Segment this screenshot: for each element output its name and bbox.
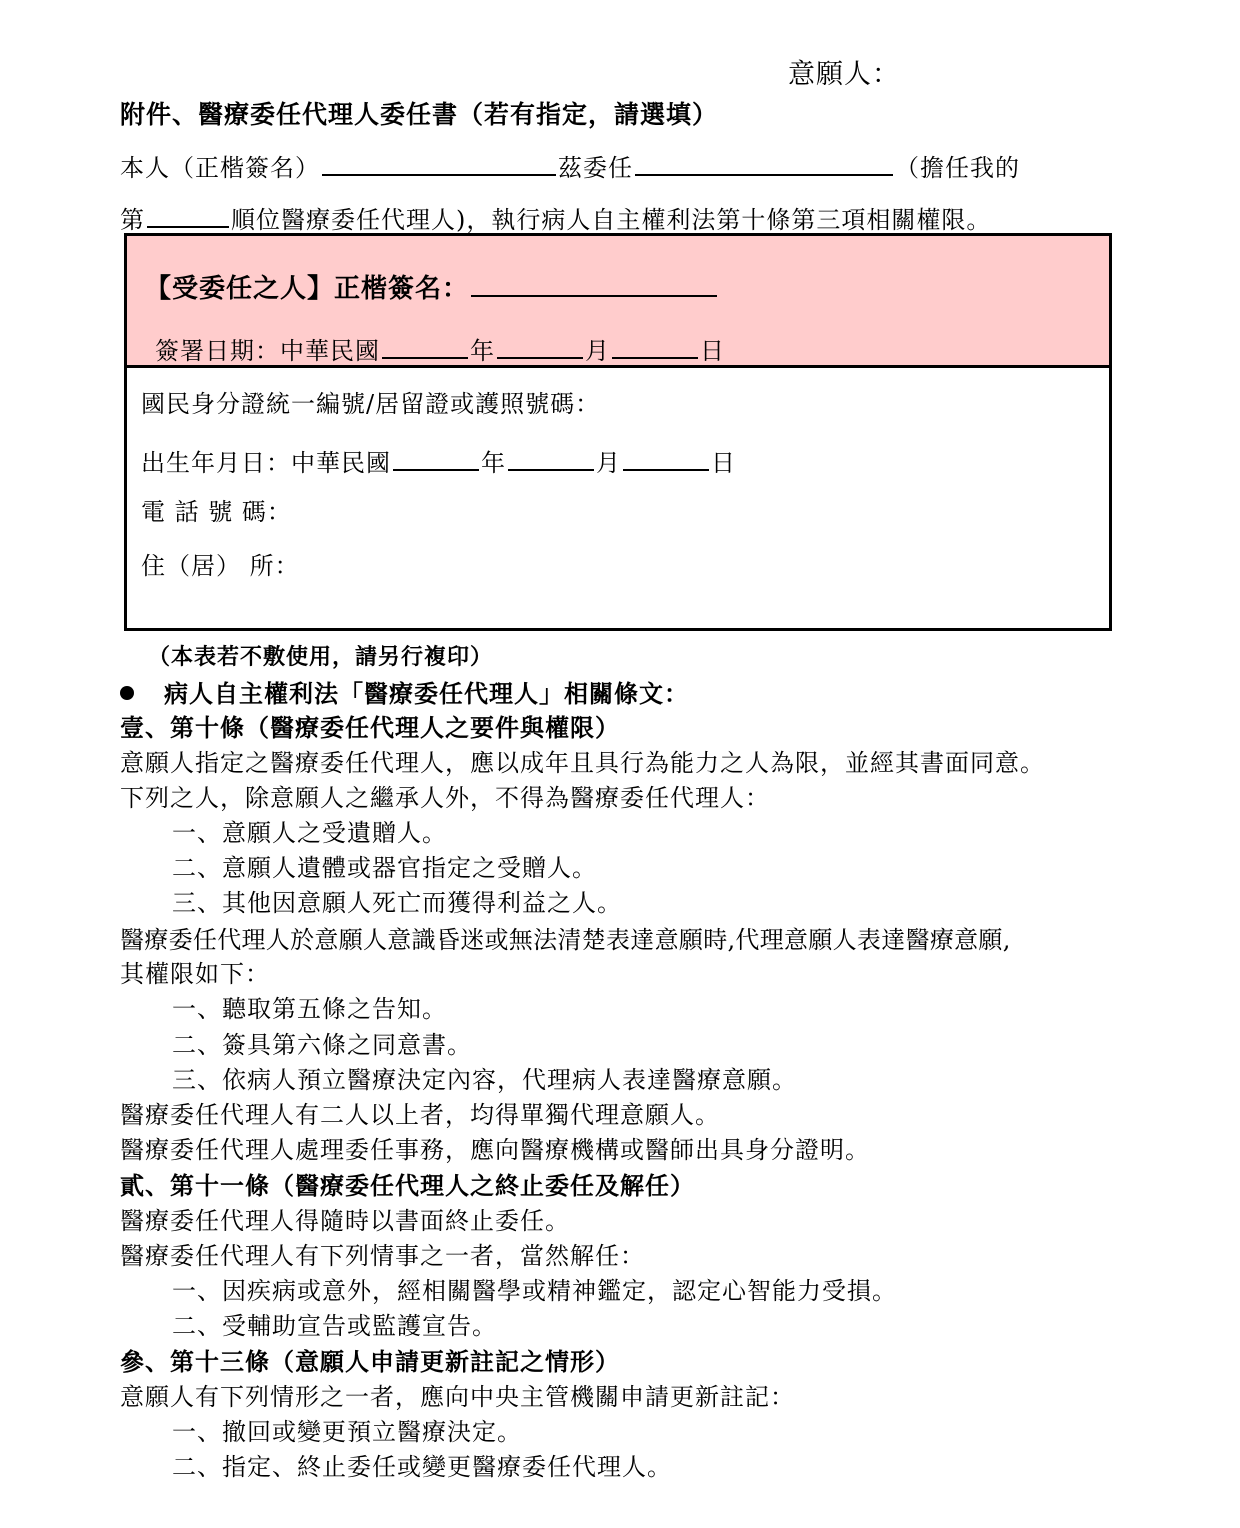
sign-year-label: 年 (470, 337, 495, 365)
appointee-signature-section (127, 236, 1109, 368)
article-3-line: 一、撤回或變更預立醫療決定。 (172, 1418, 522, 1446)
birth-month-label: 月 (596, 449, 621, 477)
sign-date-label: 簽署日期：中華民國 (155, 337, 380, 365)
document-title: 附件、醫療委任代理人委任書（若有指定，請選填） (120, 100, 719, 129)
self-signature-blank[interactable] (322, 152, 556, 176)
article-2-line: 二、受輔助宣告或監護宣告。 (172, 1312, 497, 1340)
article-1-line: 意願人指定之醫療委任代理人，應以成年且具行為能力之人為限，並經其書面同意。 (120, 749, 1045, 777)
bullet-icon (120, 686, 134, 700)
sign-day-label: 日 (700, 337, 725, 365)
sign-day-blank[interactable] (612, 335, 698, 359)
appointee-name-blank[interactable] (635, 152, 893, 176)
section-heading-text: 病人自主權利法「醫療委任代理人」相關條文： (164, 679, 689, 708)
article-1-line: 一、聽取第五條之告知。 (172, 995, 447, 1023)
appointee-signature-row (145, 268, 719, 305)
birth-year-label: 年 (481, 449, 506, 477)
signer-label: 意願人： (788, 59, 900, 90)
article-1-line: 下列之人，除意願人之繼承人外，不得為醫療委任代理人： (120, 784, 770, 812)
article-3-line: 二、指定、終止委任或變更醫療委任代理人。 (172, 1453, 672, 1481)
intro-order-text: 順位醫療委任代理人)，執行病人自主權利法第十條第三項相關權限。 (231, 206, 992, 234)
intro-appoint-label: 茲委任 (558, 154, 633, 182)
article-1-heading: 壹、第十條（醫療委任代理人之要件與權限） (120, 713, 620, 742)
article-2-line: 醫療委任代理人得隨時以書面終止委任。 (120, 1207, 570, 1235)
article-1-line: 醫療委任代理人處理委任事務，應向醫療機構或醫師出具身分證明。 (120, 1136, 870, 1164)
order-number-blank[interactable] (147, 204, 229, 228)
address-label: 住（居） 所： (141, 552, 300, 580)
article-1-line: 一、意願人之受遺贈人。 (172, 819, 447, 847)
article-1-line: 醫療委任代理人於意願人意識昏迷或無法清楚表達意願時,代理意願人表達醫療意願, (120, 926, 1011, 954)
id-number-label: 國民身分證統一編號/居留證或護照號碼： (141, 390, 601, 418)
birth-date-row (141, 443, 736, 478)
appointee-form-box (124, 233, 1112, 631)
article-1-line: 二、簽具第六條之同意書。 (172, 1031, 472, 1059)
intro-order-prefix: 第 (120, 206, 145, 234)
appointee-signature-blank[interactable] (471, 273, 717, 297)
birth-month-blank[interactable] (508, 447, 594, 471)
copy-note: （本表若不敷使用，請另行複印） (148, 644, 494, 670)
birth-year-blank[interactable] (393, 447, 479, 471)
article-2-line: 一、因疾病或意外，經相關醫學或精神鑑定，認定心智能力受損。 (172, 1277, 897, 1305)
article-1-line: 二、意願人遺體或器官指定之受贈人。 (172, 854, 597, 882)
intro-self-sign-label: 本人（正楷簽名） (120, 154, 320, 182)
article-1-line: 其權限如下： (120, 960, 270, 988)
article-3-line: 意願人有下列情形之一者，應向中央主管機關申請更新註記： (120, 1383, 795, 1411)
sign-month-blank[interactable] (497, 335, 583, 359)
article-1-line: 三、依病人預立醫療決定內容，代理病人表達醫療意願。 (172, 1066, 797, 1094)
article-1-line: 三、其他因意願人死亡而獲得利益之人。 (172, 889, 622, 917)
intro-line-1 (120, 148, 1020, 183)
sign-month-label: 月 (585, 337, 610, 365)
sign-year-blank[interactable] (382, 335, 468, 359)
article-3-heading: 參、第十三條（意願人申請更新註記之情形） (120, 1347, 620, 1376)
birth-day-label: 日 (711, 449, 736, 477)
intro-line-2 (120, 200, 991, 235)
birth-date-label: 出生年月日：中華民國 (141, 449, 391, 477)
sign-date-row (155, 331, 725, 366)
intro-serve-label: （擔任我的 (895, 154, 1020, 182)
article-2-heading: 貳、第十一條（醫療委任代理人之終止委任及解任） (120, 1171, 695, 1200)
section-heading (120, 674, 689, 709)
article-1-line: 醫療委任代理人有二人以上者，均得單獨代理意願人。 (120, 1101, 720, 1129)
article-2-line: 醫療委任代理人有下列情事之一者，當然解任： (120, 1242, 645, 1270)
appointee-signature-label: 【受委任之人】正楷簽名： (145, 274, 470, 304)
phone-label: 電 話 號 碼： (141, 498, 292, 526)
birth-day-blank[interactable] (623, 447, 709, 471)
